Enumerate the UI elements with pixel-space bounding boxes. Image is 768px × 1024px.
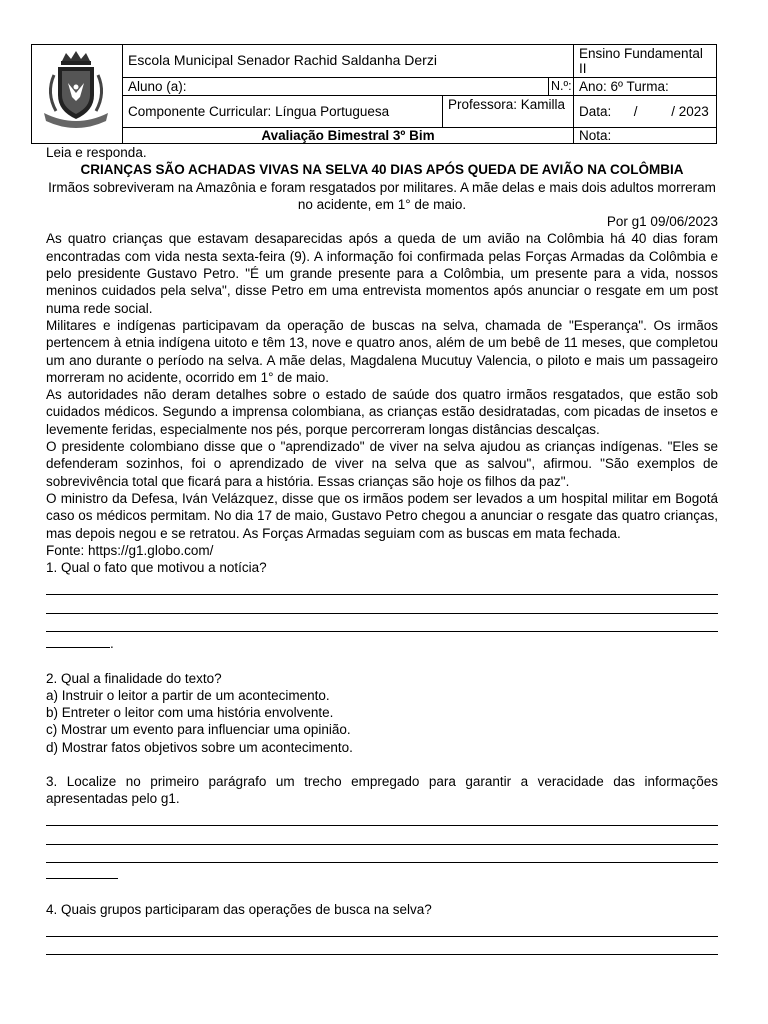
subject-label: Componente Curricular: Língua Portuguesa [122,95,442,127]
education-level: Ensino Fundamental II [573,45,716,77]
answer-line[interactable] [46,937,718,956]
answer-line[interactable] [46,918,718,937]
crest-icon [38,49,114,135]
option-a[interactable]: a) Instruir o leitor a partir de um acontecimento. [46,687,330,703]
grade-class-field[interactable]: Ano: 6º Turma: [573,77,716,95]
question-3: 3. Localize no primeiro parágrafo um trecho empregado para garantir a veracidade das informações apresentadas pelo g1. [46,773,718,807]
article-subtitle: Irmãos sobreviveram na Amazônia e foram resgatados por militares. A mãe delas e mais dois adultos morreram no acidente, em 1° de maio. [48,179,716,212]
answer-line[interactable] [46,826,718,845]
answer-line[interactable] [46,614,718,633]
option-d[interactable]: d) Mostrar fatos objetivos sobre um acontecimento. [46,739,353,755]
article-source: Fonte: https://g1.globo.com/ [46,542,214,558]
option-c[interactable]: c) Mostrar um evento para influenciar uma opinião. [46,722,351,738]
school-name: Escola Municipal Senador Rachid Saldanha Derzi [122,45,573,77]
question-2: 2. Qual a finalidade do texto? [46,670,222,686]
article-paragraph: O presidente colombiano disse que o "aprendizado" de viver na selva ajudou as crianças indígenas. "Eles se defenderam sozinhos, foi o aprendizado de viver na selva que as salvou", afirmou. "São exemplos de sobrevivência total que ficará para a história. Essas crianças são hoje os filhos da paz". [46,439,718,489]
document-body [46,144,718,955]
teacher-label: Professora: Kamilla [442,95,573,127]
instruction: Leia e responda. [46,145,147,160]
exam-title: Avaliação Bimestral 3º Bim [122,127,573,143]
answer-line[interactable] [46,632,110,648]
answer-line[interactable] [46,863,118,879]
answer-line[interactable] [46,576,718,595]
article-byline: Por g1 09/06/2023 [606,214,718,230]
article-paragraph: As quatro crianças que estavam desaparecidas após a queda de um avião na Colômbia há 40 dias foram encontradas com vida nesta sexta-feira (9). A informação foi confirmada pelas Forças Armadas da Colômbia e pelo presidente Gustavo Petro. "É um grande presente para a Colômbia, um presente para a vida, nossos meninos cuidados pela selva", disse Petro em uma entrevista momentos após anunciar o resgate em um post numa rede social. [46,231,718,316]
question-4: 4. Quais grupos participaram das operações de busca na selva? [46,901,432,917]
article-title: CRIANÇAS SÃO ACHADAS VIVAS NA SELVA 40 DIAS APÓS QUEDA DE AVIÃO NA COLÔMBIA [80,162,684,178]
score-field[interactable]: Nota: [573,127,716,143]
header-table [31,44,717,144]
school-crest [32,45,122,143]
article-paragraph: Militares e indígenas participavam da operação de buscas na selva, chamada de "Esperança". Os irmãos pertencem à etnia indígena uitoto e têm 13, nove e quatro anos, além de um bebê de 11 meses, que completou um ano durante o período na selva. A mãe delas, Magdalena Mucutuy Valencia, o piloto e mais um passageiro morreram no acidente, ocorrido em 1° de maio. [46,317,718,385]
answer-line[interactable] [46,595,718,614]
article-paragraph: O ministro da Defesa, Iván Velázquez, disse que os irmãos podem ser levados a um hospital militar em Bogotá caso os médicos permitam. No dia 17 de maio, Gustavo Petro chegou a anunciar o resgate das quatro crianças, mas depois negou e se retratou. As Forças Armadas seguiam com as buscas em mata fechada. [46,490,718,541]
option-b[interactable]: b) Entreter o leitor com uma história envolvente. [46,705,334,721]
answer-line[interactable] [46,808,718,827]
number-field[interactable]: N.º: [548,77,573,95]
answer-period: . [110,636,114,652]
answer-line[interactable] [46,845,718,864]
article-paragraph: As autoridades não deram detalhes sobre o estado de saúde dos quatro irmãos resgatados, que estão sob cuidados médicos. Segundo a imprensa colombiana, as crianças estão desidratadas, com picadas de insetos e levemente feridas, especialmente nos pés, porque percorreram longas distâncias descalças. [46,387,718,437]
student-field[interactable]: Aluno (a): [122,77,548,95]
question-1: 1. Qual o fato que motivou a notícia? [46,560,267,576]
date-field[interactable]: Data: / / 2023 [573,95,716,127]
